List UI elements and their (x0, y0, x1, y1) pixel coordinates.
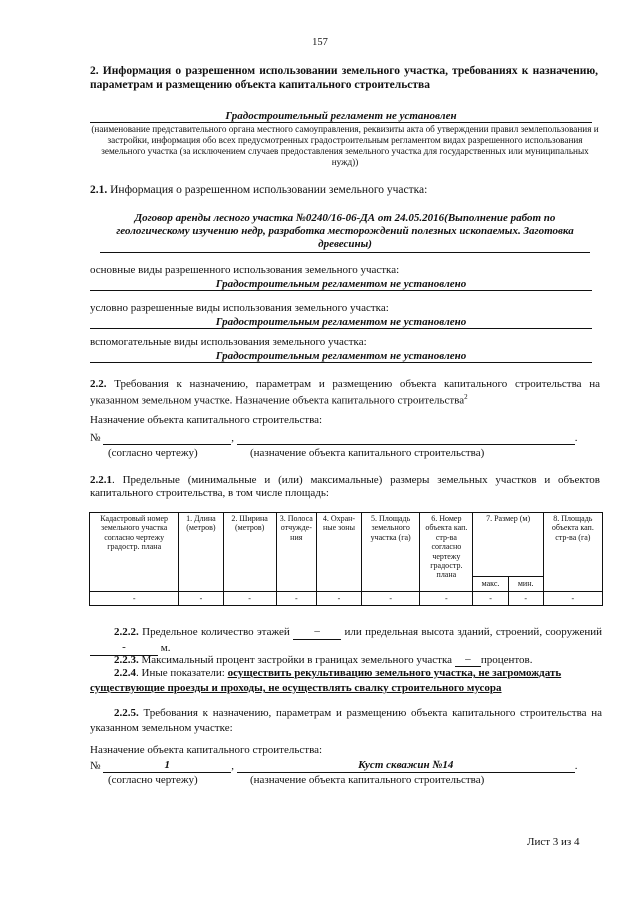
height-label: или предельная высота зданий, строений, сооружений (344, 626, 603, 638)
auxiliary-uses-label: вспомогательные виды использования земельного участка: (90, 336, 367, 348)
subsection-2-2-2 (90, 624, 602, 656)
period: . (574, 432, 578, 444)
subsection-2-1 (90, 184, 600, 197)
subsection-2-2-1 (90, 474, 600, 500)
comma: , (231, 432, 234, 444)
coverage-label: Максимальный процент застройки в границах земельного участка (141, 654, 453, 666)
sheet-counter: Лист 3 из 4 (527, 836, 580, 848)
cell-width: - (223, 592, 276, 606)
cell-size-min: - (508, 592, 543, 606)
header-width: 2. Ширина (метров) (223, 513, 276, 592)
header-cadastral: Кадастровый номер земельного участка согласно чертежу градостр. плана (90, 513, 179, 592)
conditional-uses-label: условно разрешенные виды использования земельного участка: (90, 302, 389, 314)
floors-value: – (293, 624, 341, 640)
cell-length: - (179, 592, 223, 606)
purpose-label-2: Назначение объекта капитального строительства: (90, 744, 323, 756)
cell-object-area: - (543, 592, 602, 606)
period-2: . (574, 760, 578, 772)
main-uses-value: Градостроительным регламентом не установлено (90, 278, 592, 291)
purpose-fill-row-2 (90, 759, 600, 773)
purpose-fill-row-1 (90, 432, 600, 445)
main-uses-label: основные виды разрешенного использования земельного участка: (90, 264, 400, 276)
header-plot-area: 5. Площадь земельного участка (га) (362, 513, 420, 592)
header-size-min: мин. (508, 577, 543, 592)
header-size-max: макс. (473, 577, 508, 592)
drawing-note-2: (согласно чертежу) (108, 774, 198, 786)
header-size: 7. Размер (м) (473, 513, 543, 577)
section-2-text: Информация о разрешенном использовании земельного участка, требованиях к назначению, параметрам и размещению объекта капитального строительства (90, 65, 599, 91)
object-purpose-blank (237, 432, 575, 445)
number-sign-2: № (90, 760, 101, 772)
height-unit: м. (160, 642, 171, 654)
coverage-unit: процентов. (480, 654, 533, 666)
subsection-2-2-5-text: Требования к назначению, параметрам и размещению объекта капитального строительства на указанном земельном участке (90, 707, 602, 734)
auxiliary-uses-value: Градостроительным регламентом не установлено (90, 350, 592, 363)
subsection-2-2-1-number: 2.2.1 (90, 474, 112, 486)
subsection-2-2-3 (114, 653, 532, 667)
colon: : (229, 722, 233, 734)
cell-alienation-strip: - (276, 592, 316, 606)
subsection-2-2-4-number: 2.2.4 (114, 667, 136, 679)
dimensions-table (89, 512, 603, 606)
drawing-number-blank (103, 432, 231, 445)
header-protected-zones: 4. Охран-ные зоны (316, 513, 361, 592)
header-object-area: 8. Площадь объекта кап. стр-ва (га) (543, 513, 602, 592)
header-alienation-strip: 3. Полоса отчужде-ния (276, 513, 316, 592)
subsection-2-2-5 (90, 706, 602, 736)
header-length: 1. Длина (метров) (179, 513, 223, 592)
cell-size-max: - (473, 592, 508, 606)
other-indicators-value: осуществить рекультивацию земельного участка, не загромождать существующие проезды и проходы, не осуществлять свалку строительного мусора (90, 667, 562, 694)
object-note-1: (назначение объекта капитального строительства) (250, 447, 485, 459)
subsection-2-2-number: 2.2. (90, 378, 107, 390)
subsection-2-2-1-text: . Предельные (минимальные и (или) максимальные) размеры земельных участков и объектов капитального строительства, в том числе площадь: (90, 474, 600, 499)
drawing-number-value: 1 (103, 759, 231, 773)
header-object-number: 6. Номер объекта кап. стр-ва согласно чертежу градостр. плана (420, 513, 473, 592)
regulation-note: (наименование представительного органа местного самоуправления, реквизиты акта об утверждении правил землепользования и застройки, информация обо всех предусмотренных градостроительным регламентом видах разрешенного использования земельного участка (за исключением случаев предоставления земельного участка для государственных или муниципальных нужд)) (91, 124, 599, 167)
coverage-value: – (455, 653, 481, 667)
subsection-2-2 (90, 378, 600, 408)
conditional-uses-value: Градостроительным регламентом не установлено (90, 316, 592, 329)
regulation-line: Градостроительный регламент не установлен (90, 110, 592, 123)
subsection-2-2-2-number: 2.2.2. (114, 626, 139, 638)
section-2-title (90, 64, 598, 92)
cell-object-number: - (420, 592, 473, 606)
footnote-ref: 2 (464, 393, 468, 401)
floors-label: Предельное количество этажей (142, 626, 290, 638)
table-header-row (90, 513, 603, 577)
height-value: - (90, 640, 158, 656)
page-number: 157 (312, 37, 328, 48)
comma-2: , (231, 760, 234, 772)
section-2-number: 2. (90, 65, 99, 77)
drawing-note-1: (согласно чертежу) (108, 447, 198, 459)
subsection-2-2-3-number: 2.2.3. (114, 654, 139, 666)
cell-protected-zones: - (316, 592, 361, 606)
other-indicators-label: . Иные показатели: (136, 667, 225, 679)
subsection-2-2-text: Требования к назначению, параметрам и размещению объекта капитального строительства на указанном земельном участке. Назначение объекта капитального строительства (90, 378, 600, 407)
cell-plot-area: - (362, 592, 420, 606)
number-sign: № (90, 432, 101, 444)
subsection-2-2-5-number: 2.2.5. (114, 707, 139, 719)
subsection-2-1-text: Информация о разрешенном использовании земельного участка: (110, 184, 428, 196)
object-purpose-value: Куст скважин №14 (237, 759, 575, 773)
object-note-2: (назначение объекта капитального строительства) (250, 774, 485, 786)
cell-cadastral: - (90, 592, 179, 606)
subsection-2-1-number: 2.1. (90, 184, 108, 196)
lease-contract: Договор аренды лесного участка №0240/16-06-ДА от 24.05.2016(Выполнение работ по геологическому изучению недр, разработка месторождений полезных ископаемых. Заготовка древесины) (100, 212, 590, 253)
table-row (90, 592, 603, 606)
purpose-label-1: Назначение объекта капитального строительства: (90, 414, 323, 426)
subsection-2-2-4 (90, 666, 602, 696)
